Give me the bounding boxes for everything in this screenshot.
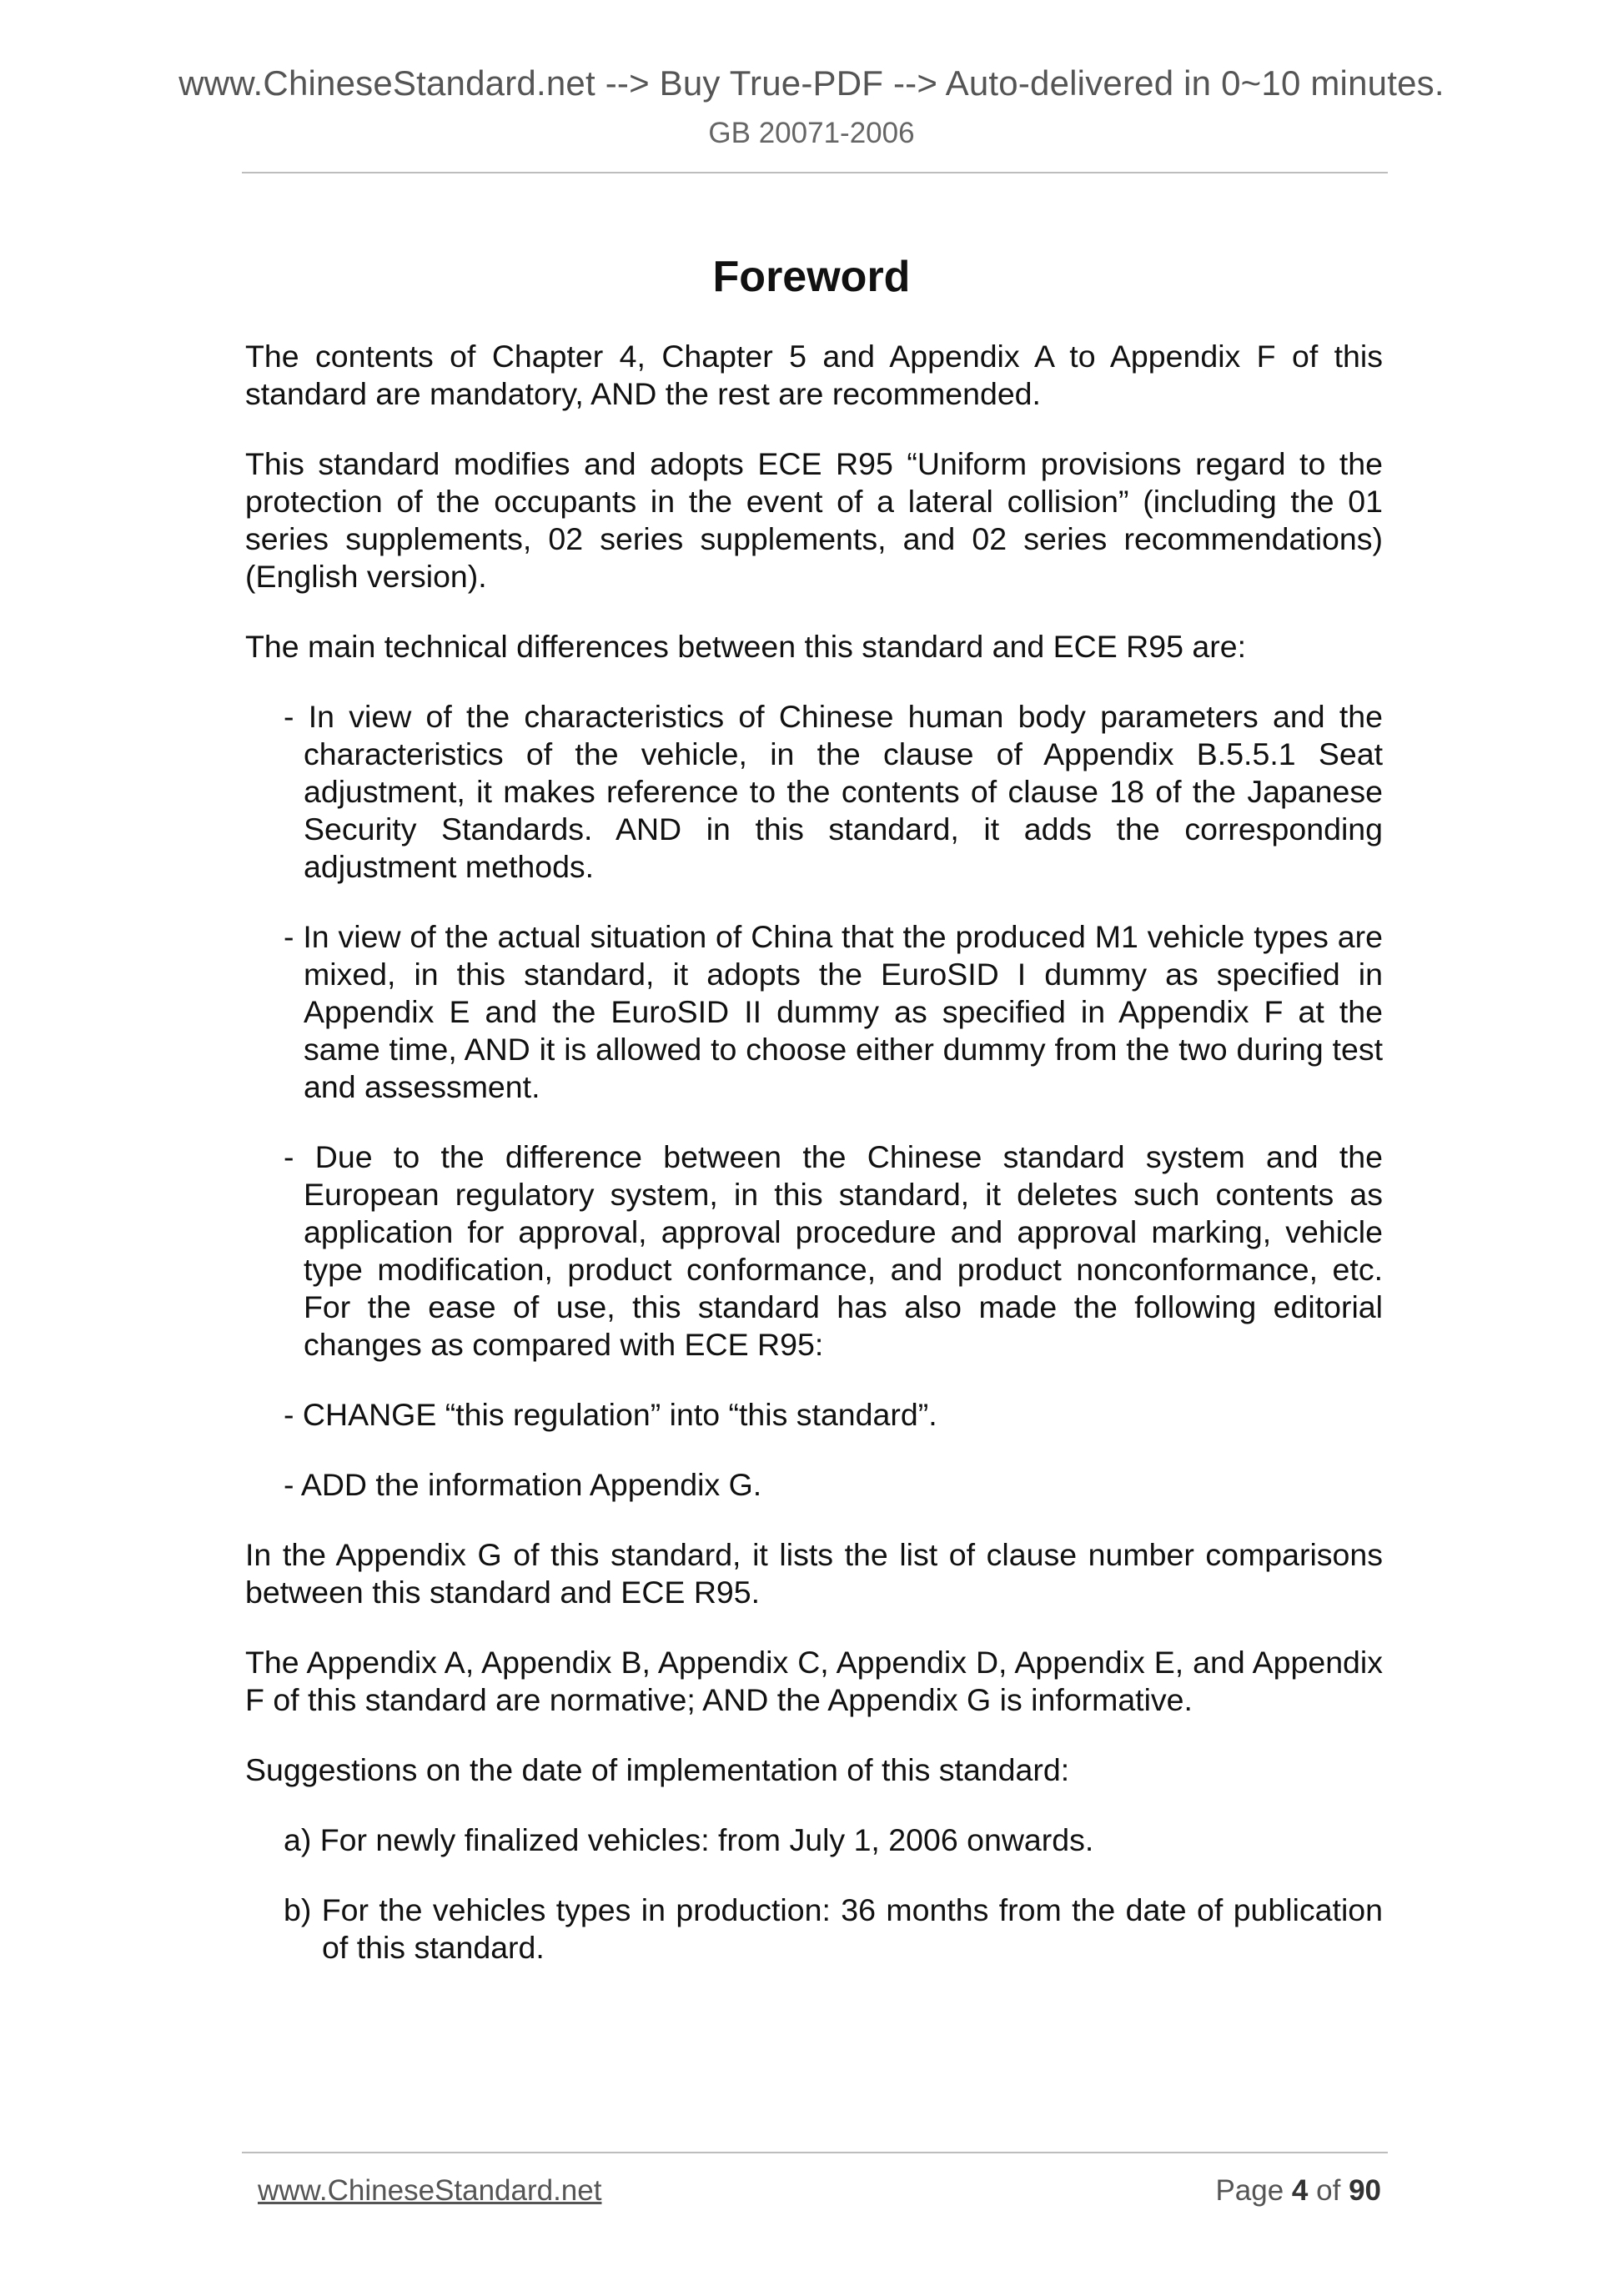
paragraph-implementation-intro: Suggestions on the date of implementation of this standard: (245, 1752, 1070, 1787)
implementation-item-new-vehicles: a) For newly finalized vehicles: from July 1, 2006 onwards. (284, 1822, 1094, 1857)
paragraph-mandatory-scope: The contents of Chapter 4, Chapter 5 and Appendix A to Appendix F of this standard are mandatory, AND the rest are recommended. (245, 339, 1383, 411)
footer-divider (242, 2152, 1388, 2153)
difference-item-dummy: - In view of the actual situation of China that the produced M1 vehicle types are mixed, in this standard, it adopts the EuroSID I dummy as specified in Appendix E and the EuroSID II dummy as specified in Appendix F at the same time, AND it is allowed to choose either dummy from the two during test and assessment. (284, 919, 1383, 1104)
header-banner: www.ChineseStandard.net --> Buy True-PDF --> Auto-delivered in 0~10 minutes. (178, 63, 1445, 103)
paragraph-appendix-g: In the Appendix G of this standard, it lists the list of clause number comparisons between this standard and ECE R95. (245, 1537, 1383, 1610)
header-divider (242, 172, 1388, 173)
page-title: Foreword (712, 253, 911, 301)
editorial-change-item: - ADD the information Appendix G. (284, 1467, 762, 1502)
page-prefix: Page (1215, 2174, 1284, 2207)
editorial-change-item: - CHANGE “this regulation” into “this standard”. (284, 1397, 937, 1432)
page-total: 90 (1349, 2174, 1381, 2207)
implementation-item-production: b) For the vehicles types in production: 36 months from the date of publication of this standard. (284, 1892, 1383, 1965)
difference-item-seat-adjustment: - In view of the characteristics of Chinese human body parameters and the characteristics of the vehicle, in the clause of Appendix B.5.5.1 Seat adjustment, it makes reference to the contents of clause 18 of the Japanese Security Standards. AND in this standard, it adds the corresponding adjustment methods. (284, 699, 1383, 884)
footer-site-link[interactable]: www.ChineseStandard.net (258, 2174, 602, 2207)
page-current: 4 (1291, 2174, 1309, 2207)
paragraph-adoption: This standard modifies and adopts ECE R95 “Uniform provisions regard to the protection of the occupants in the event of a lateral collision” (including the 01 series supplements, 02 series supplements, and 02 series recommendations) (English version). (245, 446, 1383, 594)
page-number (1215, 2174, 1381, 2208)
paragraph-appendix-types: The Appendix A, Appendix B, Appendix C, Appendix D, Appendix E, and Appendix F of this standard are normative; AND the Appendix G is informative. (245, 1645, 1383, 1717)
standard-code: GB 20071-2006 (708, 117, 915, 149)
paragraph-differences-intro: The main technical differences between this standard and ECE R95 are: (245, 629, 1246, 664)
difference-item-system: - Due to the difference between the Chinese standard system and the European regulatory system, in this standard, it deletes such contents as application for approval, approval procedure and approval marking, vehicle type modification, product conformance, and product nonconformance, etc. For the ease of use, this standard has also made the following editorial changes as compared with ECE R95: (284, 1139, 1383, 1362)
page-of: of (1316, 2174, 1341, 2207)
document-body (245, 338, 1383, 1999)
